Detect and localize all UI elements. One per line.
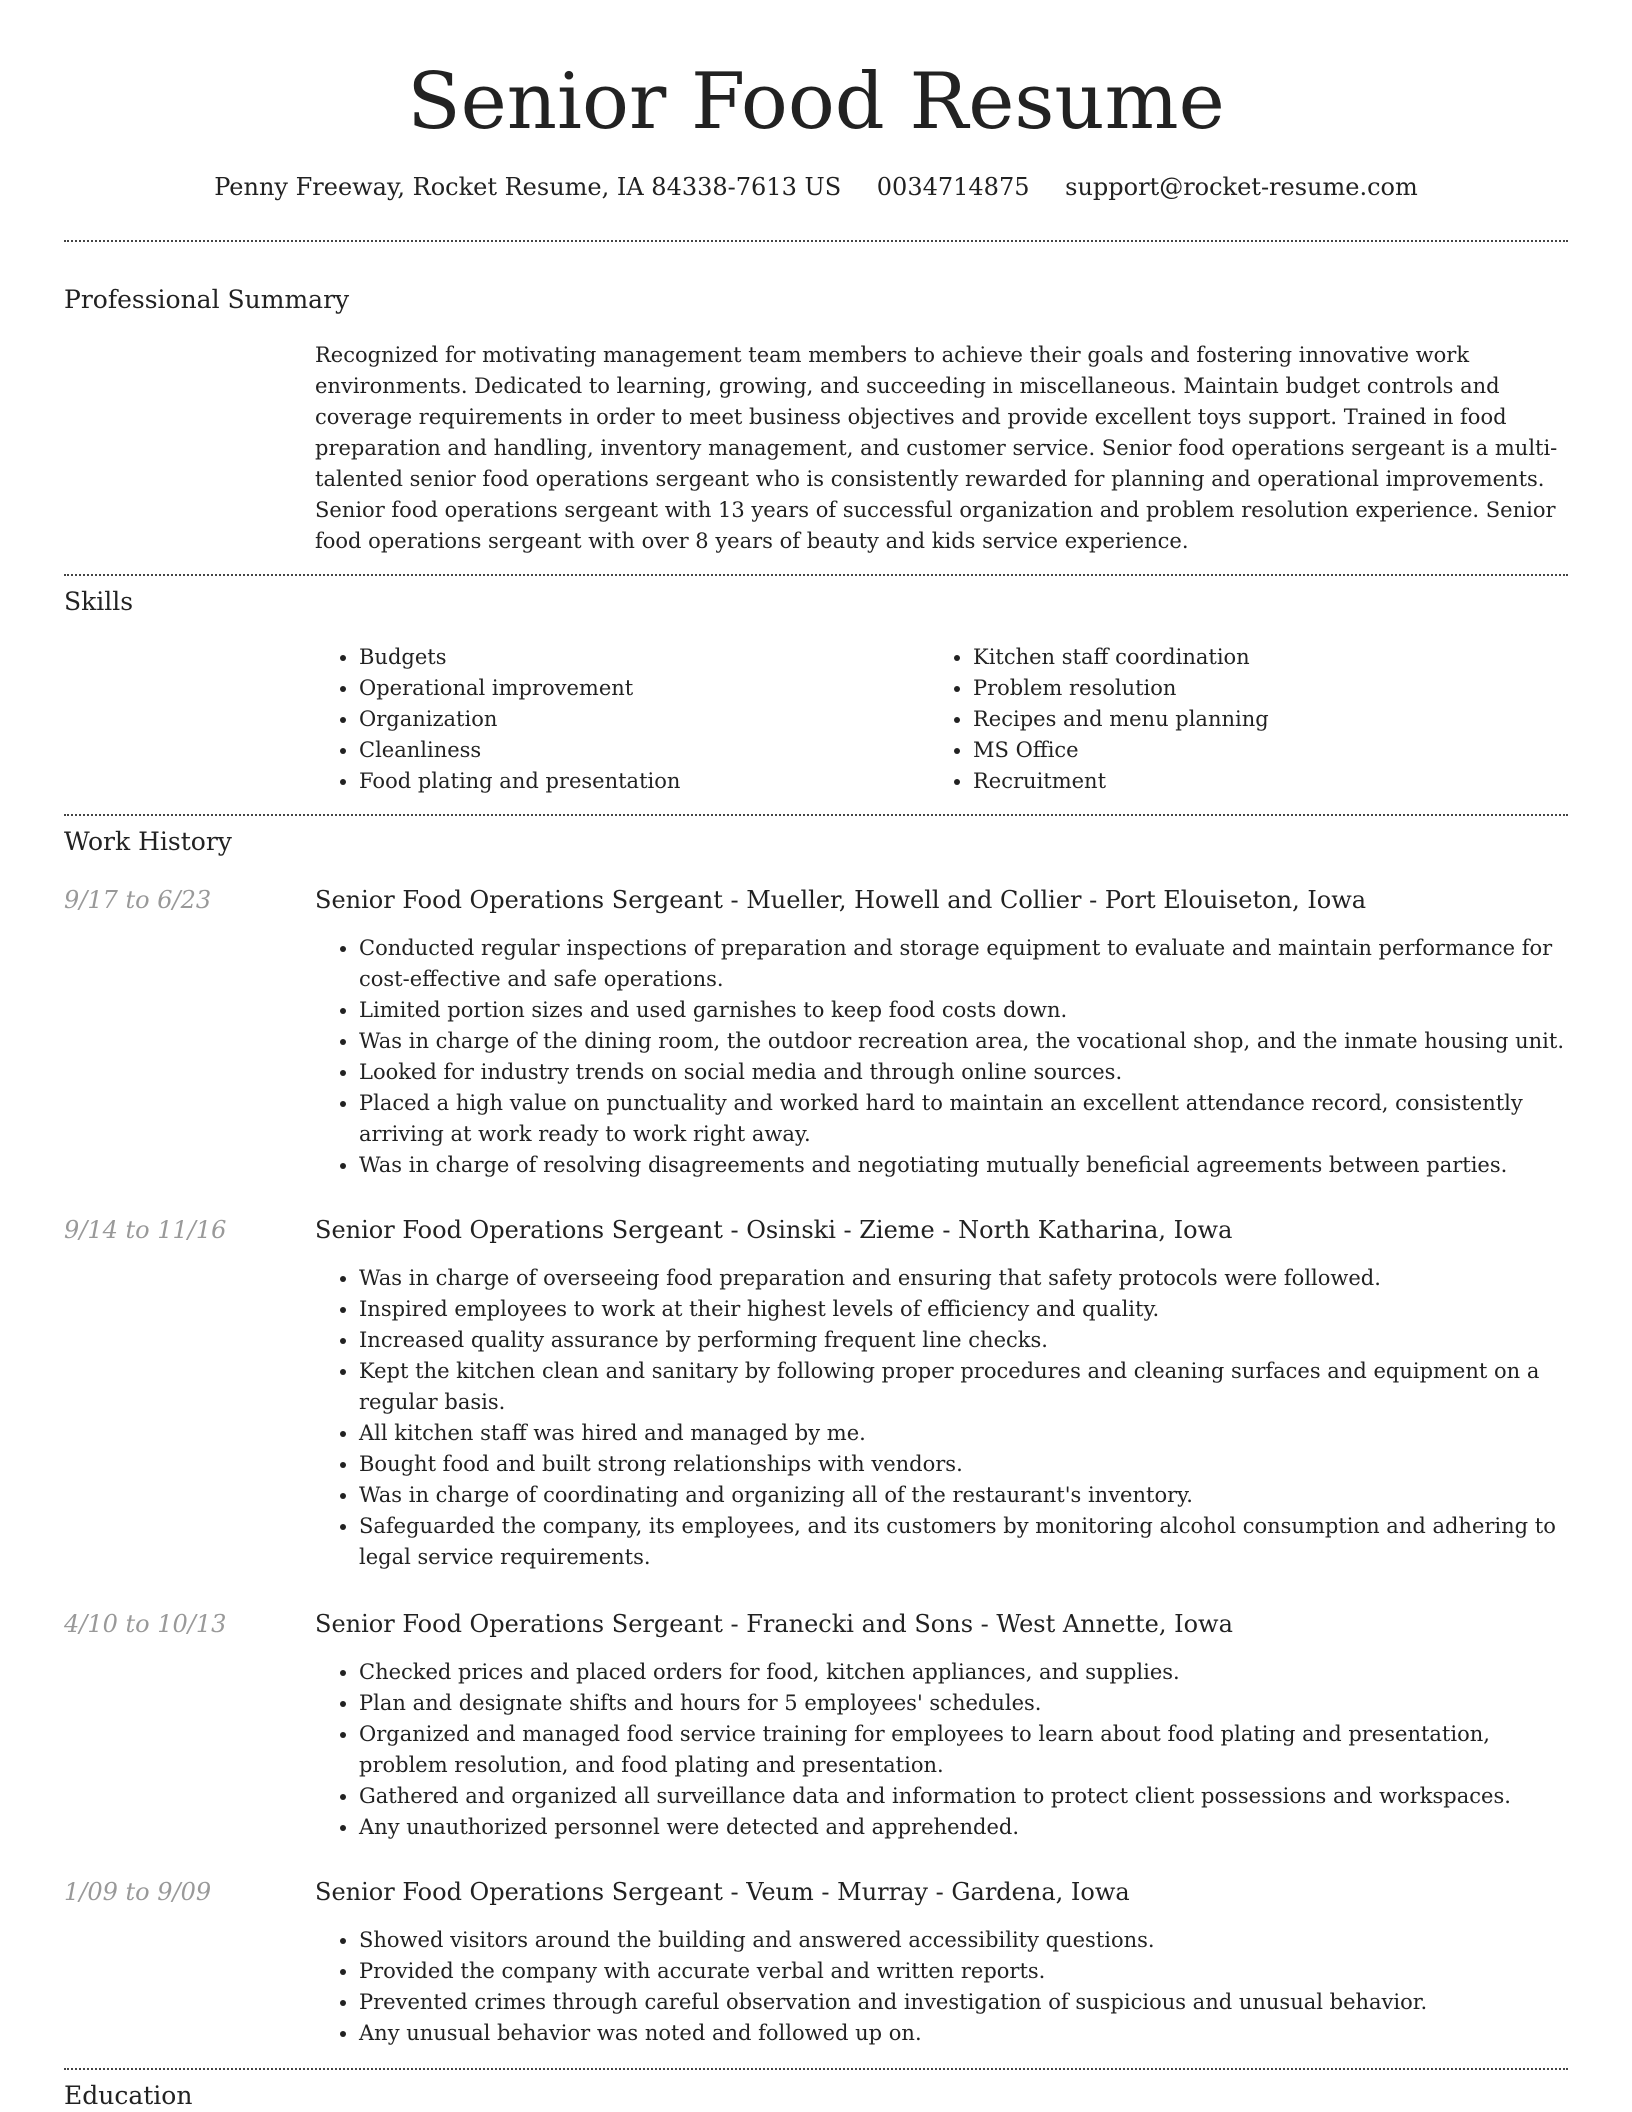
job-bullet: • Bought food and built strong relationships with vendors. <box>359 1449 1565 1480</box>
job-bullet: • Any unauthorized personnel were detected and apprehended. <box>359 1812 1565 1843</box>
job-bullet: • Safeguarded the company, its employees, and its customers by monitoring alcohol consumption and adhering to legal service requirements. <box>359 1511 1565 1573</box>
skill-item: • Food plating and presentation <box>359 766 929 797</box>
job-bullet: • Was in charge of overseeing food preparation and ensuring that safety protocols were followed. <box>359 1263 1565 1294</box>
job-bullets <box>315 1657 1565 1843</box>
job-bullet: • Was in charge of the dining room, the outdoor recreation area, the vocational shop, and the inmate housing unit. <box>359 1026 1565 1057</box>
job-title: Senior Food Operations Sergeant - Franecki and Sons - West Annette, Iowa <box>315 1610 1233 1638</box>
skill-item: • Recruitment <box>973 766 1543 797</box>
job-bullet: • Was in charge of resolving disagreements and negotiating mutually beneficial agreements between parties. <box>359 1150 1565 1181</box>
job-bullets <box>315 933 1565 1181</box>
divider <box>64 814 1568 816</box>
job-bullets <box>315 1263 1565 1573</box>
skill-item: • Recipes and menu planning <box>973 704 1543 735</box>
divider <box>64 240 1568 242</box>
section-heading-work-history: Work History <box>64 827 232 856</box>
skill-item: • Cleanliness <box>359 735 929 766</box>
job-date: 4/10 to 10/13 <box>64 1610 227 1638</box>
job-bullet: • Placed a high value on punctuality and worked hard to maintain an excellent attendance record, consistently arriving at work ready to work right away. <box>359 1088 1565 1150</box>
section-heading-education: Education <box>64 2081 193 2110</box>
job-bullet: • Provided the company with accurate verbal and written reports. <box>359 1956 1565 1987</box>
job-bullets <box>315 1925 1565 2049</box>
job-bullet: • Showed visitors around the building and answered accessibility questions. <box>359 1925 1565 1956</box>
skill-item: • Organization <box>359 704 929 735</box>
summary-text: Recognized for motivating management team members to achieve their goals and fostering innovative work environments. Dedicated to learning, growing, and succeeding in miscellaneous. Maintain budget controls and coverage requirements in order to meet business objectives and provide excellent toys support. Trained in food preparation and handling, inventory management, and customer service. Senior food operations sergeant is a multi-talented senior food operations sergeant who is consistently rewarded for planning and operational improvements. Senior food operations sergeant with 13 years of successful organization and problem resolution experience. Senior food operations sergeant with over 8 years of beauty and kids service experience. <box>315 343 1558 553</box>
job-bullet: • Kept the kitchen clean and sanitary by following proper procedures and cleaning surfaces and equipment on a regular basis. <box>359 1356 1565 1418</box>
contact-phone: 0034714875 <box>876 173 1030 201</box>
skill-item: • MS Office <box>973 735 1543 766</box>
job-bullet: • Increased quality assurance by performing frequent line checks. <box>359 1325 1565 1356</box>
job-bullet: • All kitchen staff was hired and managed by me. <box>359 1418 1565 1449</box>
job-bullet: • Prevented crimes through careful observation and investigation of suspicious and unusual behavior. <box>359 1987 1565 2018</box>
skill-item: • Budgets <box>359 642 929 673</box>
skill-item: • Kitchen staff coordination <box>973 642 1543 673</box>
section-heading-skills: Skills <box>64 587 134 616</box>
job-date: 9/17 to 6/23 <box>64 886 212 914</box>
job-date: 9/14 to 11/16 <box>64 1216 227 1244</box>
skills-column-left <box>315 642 929 797</box>
contact-email: support@rocket-resume.com <box>1065 173 1418 201</box>
job-bullet: • Plan and designate shifts and hours for 5 employees' schedules. <box>359 1688 1565 1719</box>
skills-column-right <box>929 642 1543 797</box>
skills-list <box>315 642 1565 797</box>
job-bullet: • Was in charge of coordinating and organizing all of the restaurant's inventory. <box>359 1480 1565 1511</box>
job-bullet: • Looked for industry trends on social media and through online sources. <box>359 1057 1565 1088</box>
section-heading-summary: Professional Summary <box>64 285 350 314</box>
contact-address: Penny Freeway, Rocket Resume, IA 84338-7613 US <box>214 173 842 201</box>
job-bullet: • Conducted regular inspections of preparation and storage equipment to evaluate and maintain performance for cost-effective and safe operations. <box>359 933 1565 995</box>
job-title: Senior Food Operations Sergeant - Osinski - Zieme - North Katharina, Iowa <box>315 1216 1233 1244</box>
job-bullet: • Checked prices and placed orders for food, kitchen appliances, and supplies. <box>359 1657 1565 1688</box>
divider <box>64 2068 1568 2070</box>
job-bullet: • Gathered and organized all surveillance data and information to protect client possessions and workspaces. <box>359 1781 1565 1812</box>
job-bullet: • Organized and managed food service training for employees to learn about food plating and presentation, problem resolution, and food plating and presentation. <box>359 1719 1565 1781</box>
job-bullet: • Any unusual behavior was noted and followed up on. <box>359 2018 1565 2049</box>
job-date: 1/09 to 9/09 <box>64 1878 212 1906</box>
contact-line <box>0 170 1632 204</box>
job-bullet: • Inspired employees to work at their highest levels of efficiency and quality. <box>359 1294 1565 1325</box>
divider <box>64 574 1568 576</box>
job-title: Senior Food Operations Sergeant - Veum - Murray - Gardena, Iowa <box>315 1878 1130 1906</box>
job-bullet: • Limited portion sizes and used garnishes to keep food costs down. <box>359 995 1565 1026</box>
job-title: Senior Food Operations Sergeant - Mueller, Howell and Collier - Port Elouiseton, Iowa <box>315 886 1367 914</box>
skill-item: • Operational improvement <box>359 673 929 704</box>
resume-title: Senior Food Resume <box>407 57 1225 147</box>
skill-item: • Problem resolution <box>973 673 1543 704</box>
